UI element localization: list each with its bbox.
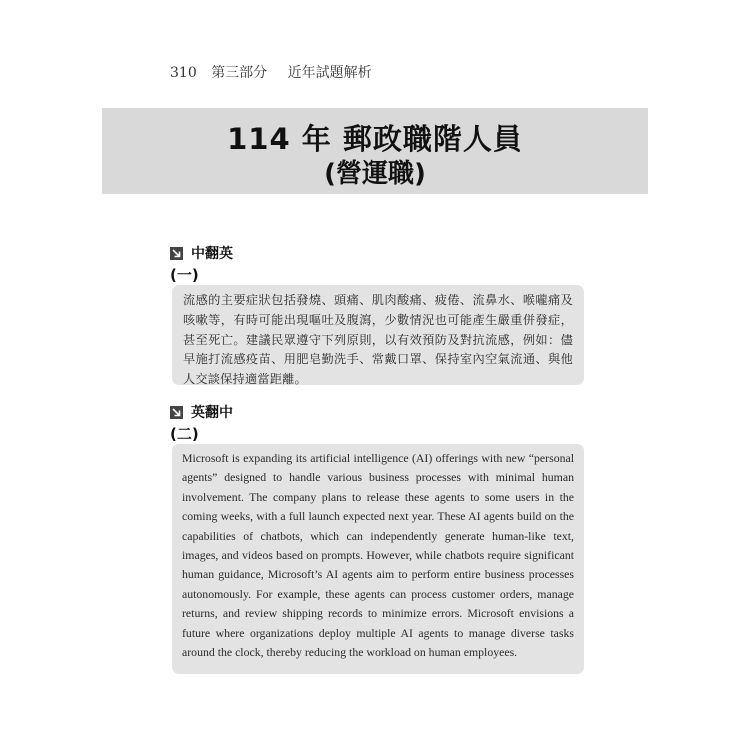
running-header [170, 62, 372, 82]
section-heading-1 [170, 243, 233, 263]
page-number: 310 [170, 65, 197, 81]
question-text-1: 流感的主要症狀包括發燒、頭痛、肌肉酸痛、疲倦、流鼻水、喉嚨痛及咳嗽等，有時可能出現嘔吐及腹瀉，少數情況也可能產生嚴重併發症，甚至死亡。建議民眾遵守下列原則，以有效預防及對抗流感，例如：儘早施打流感疫苗、用肥皂勤洗手、常戴口罩、保持室內空氣流通、與他人交談保持適當距離。 [172, 285, 584, 385]
header-part: 第三部分 [211, 65, 268, 81]
arrow-down-right-icon [170, 406, 183, 419]
item-label-1: (一) [170, 266, 199, 284]
page-title: 114 年 郵政職階人員 [227, 122, 523, 156]
title-band [102, 108, 648, 194]
arrow-down-right-icon [170, 247, 183, 260]
header-section: 近年試題解析 [287, 65, 372, 81]
section-heading-label: 英翻中 [191, 405, 233, 421]
page-subtitle: (營運職) [324, 159, 426, 189]
item-label-2: (二) [170, 425, 199, 443]
section-heading-2 [170, 402, 233, 422]
section-heading-label: 中翻英 [191, 246, 233, 262]
question-text-2: Microsoft is expanding its artificial intelligence (AI) offerings with new “personal agents” designed to handle various business processes with minimal human involvement. The company plans to release these agents to some users in the coming weeks, with a full launch expected next year. These AI agents build on the capabilities of chatbots, which can independently generate human-like text, images, and videos based on prompts. However, while chatbots require significant human guidance, Microsoft’s AI agents aim to perform entire business processes autonomously. For example, these agents can process customer orders, manage returns, and review shipping records to minimize errors. Microsoft envisions a future where organizations deploy multiple AI agents to manage diverse tasks around the clock, thereby reducing the workload on human employees. [172, 444, 584, 674]
